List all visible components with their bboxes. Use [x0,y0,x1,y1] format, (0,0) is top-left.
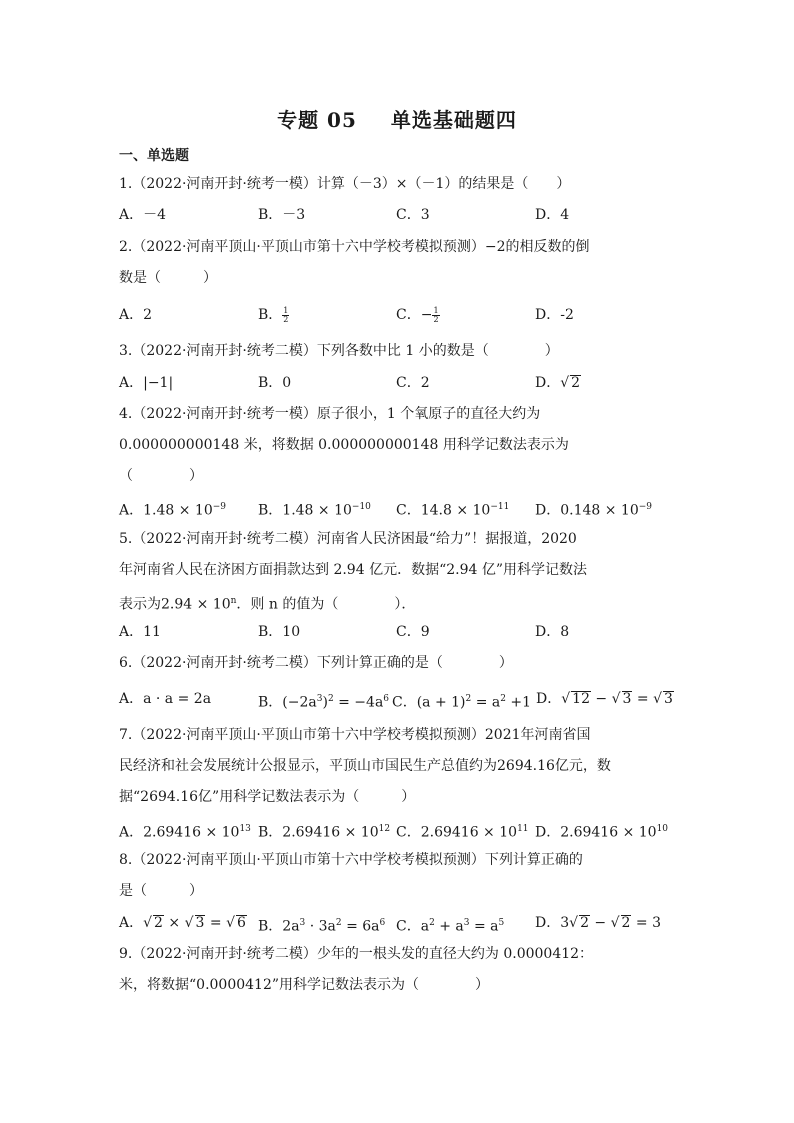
q4-option-a-base: A．1.48 × 10 [119,502,213,519]
q6-b-exp3: 6 [383,694,390,704]
q4-option-c-exponent: −11 [490,502,510,512]
q2-option-b [258,305,289,325]
q3-option-d-label: D． [535,375,561,391]
q6-d-equals: = [632,691,654,707]
q8-a-radicand2: 3 [195,915,205,931]
question-7-stem-line1: 7.（2022·河南平顶山·平顶山市第十六中学校考模拟预测）2021年河南省国 [119,727,591,743]
q6-option-a: A．a · a = 2a [119,691,212,707]
q8-option-c [396,913,504,937]
q3-option-b: B．0 [258,375,292,391]
q7-option-c-exponent: 11 [517,824,529,834]
q8-b-exp2: 2 [335,918,342,928]
q7-option-a-exponent: 13 [239,824,251,834]
q8-b-part1: B．2a [258,918,300,935]
q8-a-radicand1: 2 [154,915,163,931]
q8-a-radicand3: 6 [237,915,246,931]
question-4-stem-line3: （ ） [119,468,203,484]
q2-option-b-fraction [282,307,289,324]
question-5-stem-line2: 年河南省人民在济困方面捐款达到 2.94 亿元．数据“2.94 亿”用科学记数法 [119,562,588,578]
question-5-stem-line1: 5.（2022·河南开封·统考二模）河南省人民济困最“给力”！据报道，2020 [119,531,577,547]
q8-c-part1: C．a [396,918,430,935]
q6-d-radicand1: 12 [572,691,590,707]
q3-option-d: D．√ 2 [535,375,581,391]
q7-option-b-exponent: 12 [378,824,391,834]
q7-option-d [535,819,668,843]
q6-option-b [258,689,389,713]
q8-d-label: D．3 [535,915,570,931]
fraction-denominator: 2 [283,314,289,324]
q8-d-equals: = 3 [631,915,662,931]
question-5-stem-line3 [119,591,415,615]
q2-option-d: D．-2 [535,307,574,323]
q7-option-d-exponent: 10 [656,824,669,834]
q6-d-radicand2: 3 [622,691,632,707]
q8-d-minus: − [589,915,611,931]
q7-option-c [396,819,529,843]
q8-c-part2: + a [434,918,464,935]
q4-option-b-exponent: −10 [351,502,371,512]
q2-option-c [396,305,440,325]
q4-option-c-base: C．14.8 × 10 [396,502,491,519]
q5-option-b: B．10 [258,624,301,640]
question-7-stem-line2: 民经济和社会发展统计公报显示，平顶山市国民生产总值约为2694.16亿元，数 [119,758,611,774]
q4-option-d [535,497,652,521]
question-8-stem-line1: 8.（2022·河南平顶山·平顶山市第十六中学校考模拟预测）下列计算正确的 [119,852,583,868]
question-3-stem: 3.（2022·河南开封·统考二模）下列各数中比 1 小的数是（ ） [119,343,559,359]
q4-option-a-exponent: −9 [212,502,227,512]
q4-option-b [258,497,371,521]
q1-option-b: B．－3 [258,207,306,223]
q2-option-c-label: C． [396,307,421,323]
q8-b-exp3: 6 [379,918,386,928]
q5-option-c: C．9 [396,624,430,640]
q6-d-minus: − [590,691,612,707]
q2-option-c-sign: − [420,307,433,323]
q5-option-d: D．8 [535,624,570,640]
q3-option-a: A．|−1| [119,375,174,391]
q6-option-c [392,689,531,713]
q8-c-part3: = a [469,918,499,935]
q8-a-times: × [163,915,185,931]
q8-c-exp1: 2 [429,918,435,928]
q8-b-exp1: 3 [299,918,306,928]
q5-stem-exponent: n [230,596,237,606]
q8-option-d: D．3√ 2 − √ 2 = 3 [535,915,662,931]
question-2-stem-line1 [119,237,590,257]
q6-b-exp1: 3 [316,694,323,704]
q3-option-d-radicand: 2 [571,375,581,391]
q6-b-exp2: 2 [327,694,334,704]
q8-a-equals: = [205,915,227,931]
q6-b-part1: B．(−2a [258,694,317,711]
question-7-stem-line3: 据“2694.16亿”用科学记数法表示为（ ） [119,789,416,805]
fraction-denominator: 2 [433,314,439,324]
question-9-stem-line1: 9.（2022·河南开封·统考二模）少年的一根头发的直径大约为 0.0000412： [119,946,594,962]
q8-a-label: A． [119,915,144,931]
q8-b-part3: = 6a [341,918,380,935]
q6-c-part1: C．(a + 1) [392,694,466,711]
q6-d-label: D． [536,691,562,707]
q8-d-radicand1: 2 [580,915,589,931]
q6-c-part3: +1 [505,694,532,711]
q2-option-c-fraction [432,307,439,324]
q7-option-a [119,819,251,843]
q8-option-b [258,913,385,937]
q4-option-d-base: D．0.148 × 10 [535,502,639,519]
q2-option-a: A．2 [119,307,153,323]
q4-option-d-exponent: −9 [638,502,653,512]
q6-c-exp1: 2 [465,694,472,704]
q7-option-b [258,819,390,843]
question-9-stem-line2: 米，将数据“0.0000412”用科学记数法表示为（ ） [119,977,490,993]
q6-b-part2: ) [322,694,328,711]
fraction-numerator: 1 [433,305,439,315]
question-6-stem: 6.（2022·河南开封·统考二模）下列计算正确的是（ ） [119,655,513,671]
q8-d-radicand2: 2 [621,915,631,931]
q2-option-b-label: B． [258,307,283,323]
q4-option-b-base: B．1.48 × 10 [258,502,352,519]
q8-c-exp2: 3 [463,918,470,928]
q8-option-a: A．√ 2 × √ 3 = √ 6 [119,915,246,931]
q7-option-c-base: C．2.69416 × 10 [396,824,518,841]
q7-option-d-base: D．2.69416 × 10 [535,824,657,841]
q6-c-exp2: 2 [500,694,506,704]
q4-option-c [396,497,509,521]
q6-b-part3: = −4a [333,694,384,711]
q5-stem-tail: ．则 n 的值为（ ）． [236,596,416,613]
q1-option-c: C．3 [396,207,430,223]
q6-c-part2: = a [471,694,501,711]
q3-option-c: C．2 [396,375,430,391]
title-main: 单选基础题四 [390,108,517,132]
question-8-stem-line2: 是（ ） [119,883,203,899]
q8-b-part2: · 3a [305,918,336,935]
q2-stem-part1: 2.（2022·河南平顶山·平顶山市第十六中学校考模拟预测） [119,239,485,255]
section-heading: 一、单选题 [119,148,189,164]
q1-option-d: D．4 [535,207,570,223]
q6-option-d: D．√ 12 − √ 3 = √ 3 [536,691,673,707]
question-4-stem-line1: 4.（2022·河南开封·统考一模）原子很小，1 个氧原子的直径大约为 [119,406,541,422]
page-title [0,104,794,133]
q2-stem-part2: −2的相反数的倒 [484,239,590,255]
q1-option-a: A．－4 [119,207,167,223]
q7-option-b-base: B．2.69416 × 10 [258,824,379,841]
question-1-stem: 1.（2022·河南开封·统考一模）计算（－3）×（－1）的结果是（ ） [119,176,571,192]
question-2-stem-line2: 数是（ ） [119,270,217,286]
q7-option-a-base: A．2.69416 × 10 [119,824,240,841]
q8-c-exp3: 5 [498,918,505,928]
q4-option-a [119,497,226,521]
question-4-stem-line2: 0.000000000148 米，将数据 0.000000000148 用科学记数法表示为 [119,437,569,453]
q5-stem-number: 表示为2.94 × 10 [119,596,231,613]
title-prefix: 专题 05 [277,108,357,132]
q6-d-radicand3: 3 [664,691,673,707]
q5-option-a: A．11 [119,624,161,640]
fraction-numerator: 1 [283,305,289,315]
